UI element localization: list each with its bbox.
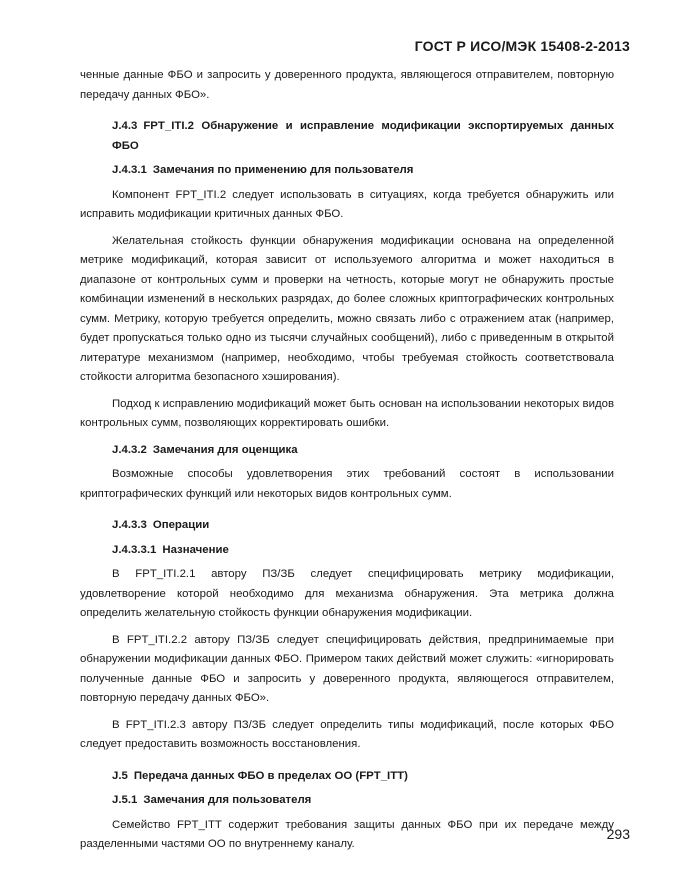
paragraph: Семейство FPT_ITT содержит требования защиты данных ФБО при их передаче между разделенными частями ОО по внутреннему каналу. [80, 818, 614, 850]
section-number: J.4.3 [112, 120, 138, 132]
section-heading-j4-3 [80, 117, 614, 156]
section-number: J.4.3.3 [112, 519, 147, 531]
paragraph: Компонент FPT_ITI.2 следует использовать в ситуациях, когда требуется обнаружить или исправить модификации критичных данных ФБО. [80, 188, 614, 220]
paragraph-continuation: ченные данные ФБО и запросить у доверенного продукта, являющегося отправителем, повторную передачу данных ФБО». [80, 69, 614, 101]
section-title: Передача данных ФБО в пределах ОО (FPT_ITT) [133, 769, 408, 782]
section-title: Замечания для пользователя [143, 794, 312, 806]
paragraph: Возможные способы удовлетворения этих требований состоят в использовании криптографических функций или некоторых видов контрольных сумм. [80, 468, 614, 500]
section-number: J.4.3.1 [112, 164, 147, 176]
section-heading-j4-3-3-1 [80, 541, 614, 561]
section-heading-j5-1 [80, 791, 614, 811]
section-title: Назначение [162, 543, 229, 556]
paragraph: В FPT_ITI.2.2 автору ПЗ/ЗБ следует специфицировать действия, предпринимаемые при обнаружении модификации данных ФБО. Примером таких действий может служить: «игнорировать полученные данные ФБО и запросить у доверенного продукта, являющегося отправителем, повторную передачу данных ФБО». [80, 633, 614, 704]
section-number: J.5 [112, 769, 128, 782]
section-title: Замечания по применению для пользователя [152, 164, 414, 176]
section-heading-j4-3-2 [80, 441, 614, 461]
paragraph: В FPT_ITI.2.3 автору ПЗ/ЗБ следует определить типы модификаций, после которых ФБО следует предоставить возможность восстановления. [80, 718, 614, 750]
page-number: 293 [606, 826, 630, 842]
section-heading-j4-3-1 [80, 161, 614, 181]
paragraph: Подход к исправлению модификаций может быть основан на использовании некоторых видов контрольных сумм, позволяющих корректировать ошибки. [80, 397, 614, 429]
standard-title: ГОСТ Р ИСО/МЭК 15408-2-2013 [414, 38, 630, 54]
section-number: J.5.1 [112, 794, 138, 806]
section-title: FPT_ITI.2 Обнаружение и исправление модификации экспортируемых данных ФБО [112, 120, 614, 152]
section-number: J.4.3.3.1 [112, 543, 157, 556]
document-body [80, 66, 614, 855]
section-heading-j4-3-3 [80, 516, 614, 536]
section-heading-j5 [80, 767, 614, 787]
paragraph: В FPT_ITI.2.1 автору ПЗ/ЗБ следует специфицировать метрику модификации, удовлетворение которой необходимо для механизма обнаружения. Эта метрика должна определить желательную стойкость функции обнаружения модификации. [80, 568, 614, 619]
paragraph: Желательная стойкость функции обнаружения модификации основана на определенной метрике модификаций, которая зависит от используемого алгоритма и может находиться в диапазоне от контрольных сумм и проверки на четность, которые могут не обнаружить простые комбинации изменений в нескольких разрядах, до более сложных криптографических контрольных сумм. Метрику, которую требуется определить, можно связать либо с отражением атак (например, будет пропускаться только одно из тысячи случайных сообщений), либо с приведенным в открытой литературе механизмом (например, необходимо, чтобы требуемая стойкость соответствовала стойкости алгоритма безопасного хэширования). [80, 234, 614, 383]
section-title: Замечания для оценщика [152, 443, 298, 456]
section-number: J.4.3.2 [112, 443, 147, 456]
section-title: Операции [152, 519, 210, 531]
